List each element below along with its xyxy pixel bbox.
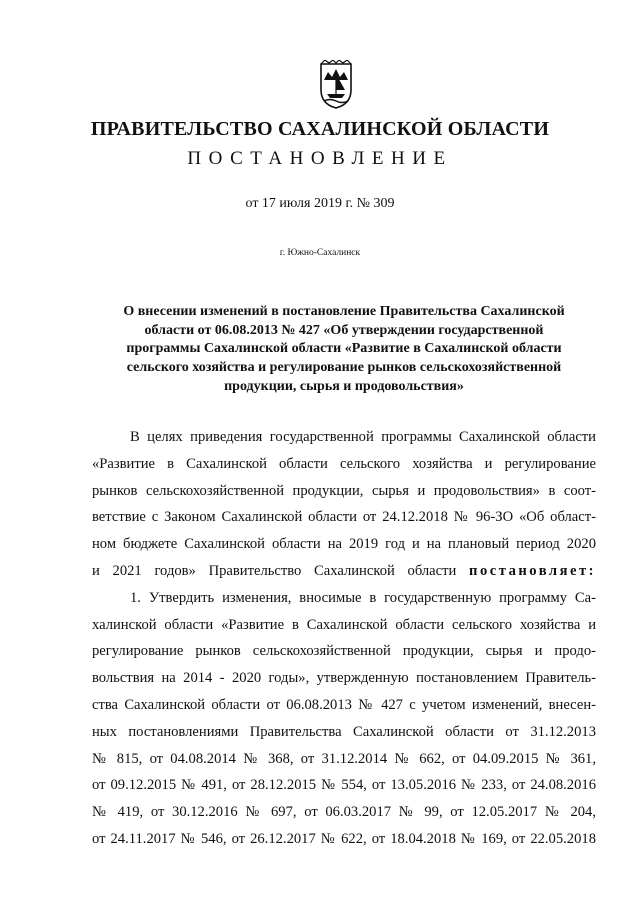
body-line: № 815, от 04.08.2014 № 368, от 31.12.2014 № 662, от 04.09.2015 № 361, xyxy=(92,750,596,767)
body-line: регулирование рынков сельскохозяйственной продукции, сырья и продо- xyxy=(92,643,596,660)
body-line: ном бюджете Сахалинской области на 2019 год и на плановый период 2020 xyxy=(92,536,596,553)
body-line: и 2021 годов» Правительство Сахалинской области xyxy=(92,562,457,579)
document-date-number: от 17 июля 2019 г. № 309 xyxy=(245,196,395,211)
body-line: от 09.12.2015 № 491, от 28.12.2015 № 554, от 13.05.2016 № 233, от 24.08.2016 xyxy=(92,777,596,794)
subject-line: программы Сахалинской области «Развитие в Сахалинской области xyxy=(126,341,562,357)
document-body xyxy=(92,424,596,853)
body-line: «Развитие в Сахалинской области сельского хозяйства и регулирование xyxy=(92,455,596,472)
body-line: ства Сахалинской области от 06.08.2013 № 427 с учетом изменений, внесен- xyxy=(92,696,596,713)
body-line: халинской области «Развитие в Сахалинской области сельского хозяйства и xyxy=(92,616,596,633)
document-subject xyxy=(94,303,594,397)
sakhalin-coat-of-arms-icon xyxy=(318,60,354,110)
subject-line: области от 06.08.2013 № 427 «Об утверждении государственной xyxy=(144,322,544,338)
subject-line: О внесении изменений в постановление Правительства Сахалинской xyxy=(123,304,565,319)
body-line: 1. Утвердить изменения, вносимые в государственную программу Са- xyxy=(130,589,596,606)
body-line: ных постановлениями Правительства Сахалинской области от 31.12.2013 xyxy=(92,723,596,740)
body-line-resolution xyxy=(92,558,596,585)
body-line: рынков сельскохозяйственной продукции, сырья и продовольствия» в соот- xyxy=(92,482,596,499)
body-line: от 24.11.2017 № 546, от 26.12.2017 № 622, от 18.04.2018 № 169, от 22.05.2018 xyxy=(92,830,596,847)
document-type: ПОСТАНОВЛЕНИЕ xyxy=(187,148,453,169)
resolve-word: постановляет: xyxy=(469,562,596,579)
government-title: ПРАВИТЕЛЬСТВО САХАЛИНСКОЙ ОБЛАСТИ xyxy=(90,118,550,140)
body-line: В целях приведения государственной программы Сахалинской области xyxy=(130,429,596,445)
body-line: ветствие с Законом Сахалинской области от 24.12.2018 № 96-ЗО «Об област- xyxy=(92,509,596,526)
document-city: г. Южно-Сахалинск xyxy=(279,248,361,258)
subject-line: продукции, сырья и продовольствия» xyxy=(224,378,464,394)
subject-line: сельского хозяйства и регулирование рынков сельскохозяйственной xyxy=(126,360,562,376)
body-line: вольствия на 2014 - 2020 годы», утвержденную постановлением Правитель- xyxy=(92,670,596,687)
body-line: № 419, от 30.12.2016 № 697, от 06.03.2017 № 99, от 12.05.2017 № 204, xyxy=(92,804,596,821)
